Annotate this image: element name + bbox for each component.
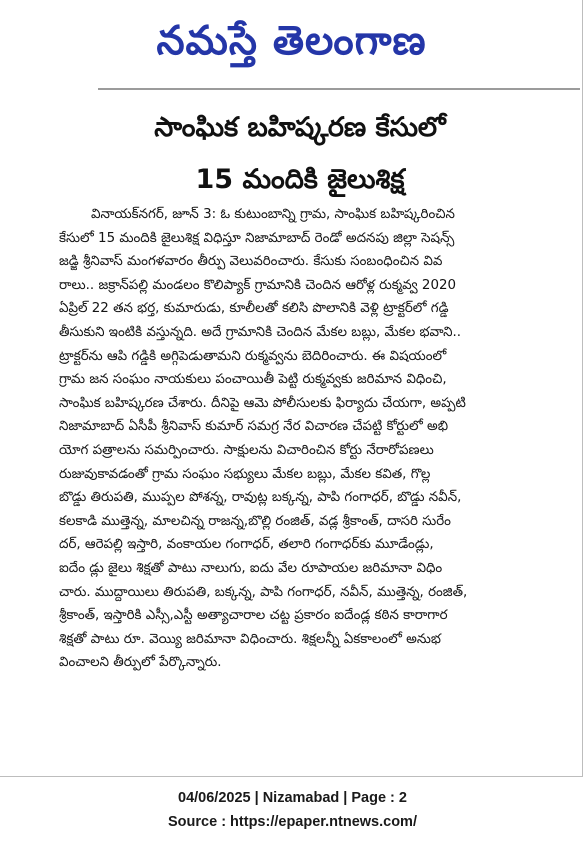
article-line: శ్రీకాంత్, ఇస్తారికి ఎస్సీ,ఎస్టీ అత్యాచారాల చట్ట ప్రకారం ఐదేండ్ల కఠిన కారాగార bbox=[59, 608, 448, 624]
article-line: రుజువుకావడంతో గ్రామ సంఘం సభ్యులు మేకల బబ్లు, మేకల కవిత, గొల్ల bbox=[59, 466, 431, 482]
headline-divider bbox=[98, 88, 580, 90]
article-line: తీసుకుని ఇంటికి వస్తున్నది. అదే గ్రామానికి చెందిన మేకల బబ్లు, మేకల భవాని.. bbox=[59, 324, 462, 340]
article-line: వినాయక్‌నగర్, జూన్ 3: ఓ కుటుంబాన్ని గ్రామ, సాంఘిక బహిష్కరించిన bbox=[91, 207, 455, 222]
article-line: బొడ్డు తిరుపతి, ముప్పల పోశన్న, రావుట్ల బక్కన్న, పాపి గంగాధర్, బొడ్డు నవీన్, bbox=[59, 490, 462, 506]
article-line: రాలు.. జక్రాన్‌పల్లి మండలం కొలిప్యాక్ గ్రామానికి చెందిన ఆరోళ్ల రుక్మవ్వ 2020 bbox=[59, 277, 457, 293]
article-line: ఏప్రిల్ 22 తన భర్త, కుమారుడు, కూలీలతో కలిసి పొలానికి వెళ్లి ట్రాక్టర్‌లో గడ్డి bbox=[59, 301, 449, 317]
headline-line-2: 15 మందికి జైలుశిక్ష bbox=[195, 164, 405, 195]
article-line: కేసులో 15 మందికి జైలుశిక్ష విధిస్తూ నిజామాబాద్ రెండో అదనపు జిల్లా సెషన్స్ bbox=[59, 230, 455, 246]
article-line: సాంఘిక బహిష్కరణ చేశారు. దీనిపై ఆమె పోలీసులకు ఫిర్యాదు చేయగా, అప్పటి bbox=[59, 395, 466, 411]
article-body bbox=[59, 203, 575, 675]
article-line: జడ్జి శ్రీనివాస్ మంగళవారం తీర్పు వెలువరించారు. కేసుకు సంబంధించిన వివ bbox=[59, 254, 443, 270]
masthead-title: నమస్తే తెలంగాణ bbox=[156, 18, 427, 64]
article-line: కలకాడి ముత్తెన్న, మాలచిన్న రాజన్న,బొల్లి రంజిత్, వడ్ల శ్రీకాంత్, దాసరి సురేం bbox=[59, 513, 451, 529]
article-line: నిజామాబాద్ ఏసీపీ శ్రీనివాస్ కుమార్ సమగ్ర నేర విచారణ చేపట్టి కోర్టులో అభి bbox=[59, 419, 449, 435]
article-line: ఐదేం డ్లు జైలు శిక్షతో పాటు నాలుగు, ఐదు వేల రూపాయల జరిమానా విధిం bbox=[59, 560, 443, 576]
article-line: దర్, ఆరెపల్లి ఇస్తారి, వంకాయల గంగాధర్, తలారి గంగాధర్‌కు మూడేండ్లు, bbox=[59, 537, 434, 553]
article-line: యోగ పత్రాలను సమర్పించారు. సాక్షులను విచారించిన కోర్టు నేరారోపణలు bbox=[59, 442, 434, 458]
headline-line-1: సాంఘిక బహిష్కరణ కేసులో bbox=[154, 112, 446, 143]
article-line: శిక్షతో పాటు రూ. వెయ్యి జరిమానా విధించారు. శిక్షలన్నీ ఏకకాలంలో అనుభ bbox=[59, 631, 441, 647]
article-line: చారు. ముద్దాయిలు తిరుపతి, బక్కన్న, పాపి గంగాధర్, నవీన్, ముత్తెన్న, రంజిత్, bbox=[59, 584, 468, 600]
source-link[interactable]: Source : https://epaper.ntnews.com/ bbox=[168, 814, 417, 830]
article-line: వించాలని తీర్పులో పేర్కొన్నారు. bbox=[59, 655, 222, 671]
article-line: ట్రాక్టర్‌ను ఆపి గడ్డికి అగ్గిపెడుతామని రుక్మవ్వను బెదిరించారు. ఈ విషయంలో bbox=[59, 348, 447, 364]
article-line: గ్రామ జన సంఘం నాయకులు పంచాయితీ పెట్టి రుక్మవ్వకు జరిమాన విధించి, bbox=[59, 372, 447, 388]
dateline: 04/06/2025 | Nizamabad | Page : 2 bbox=[178, 790, 407, 806]
